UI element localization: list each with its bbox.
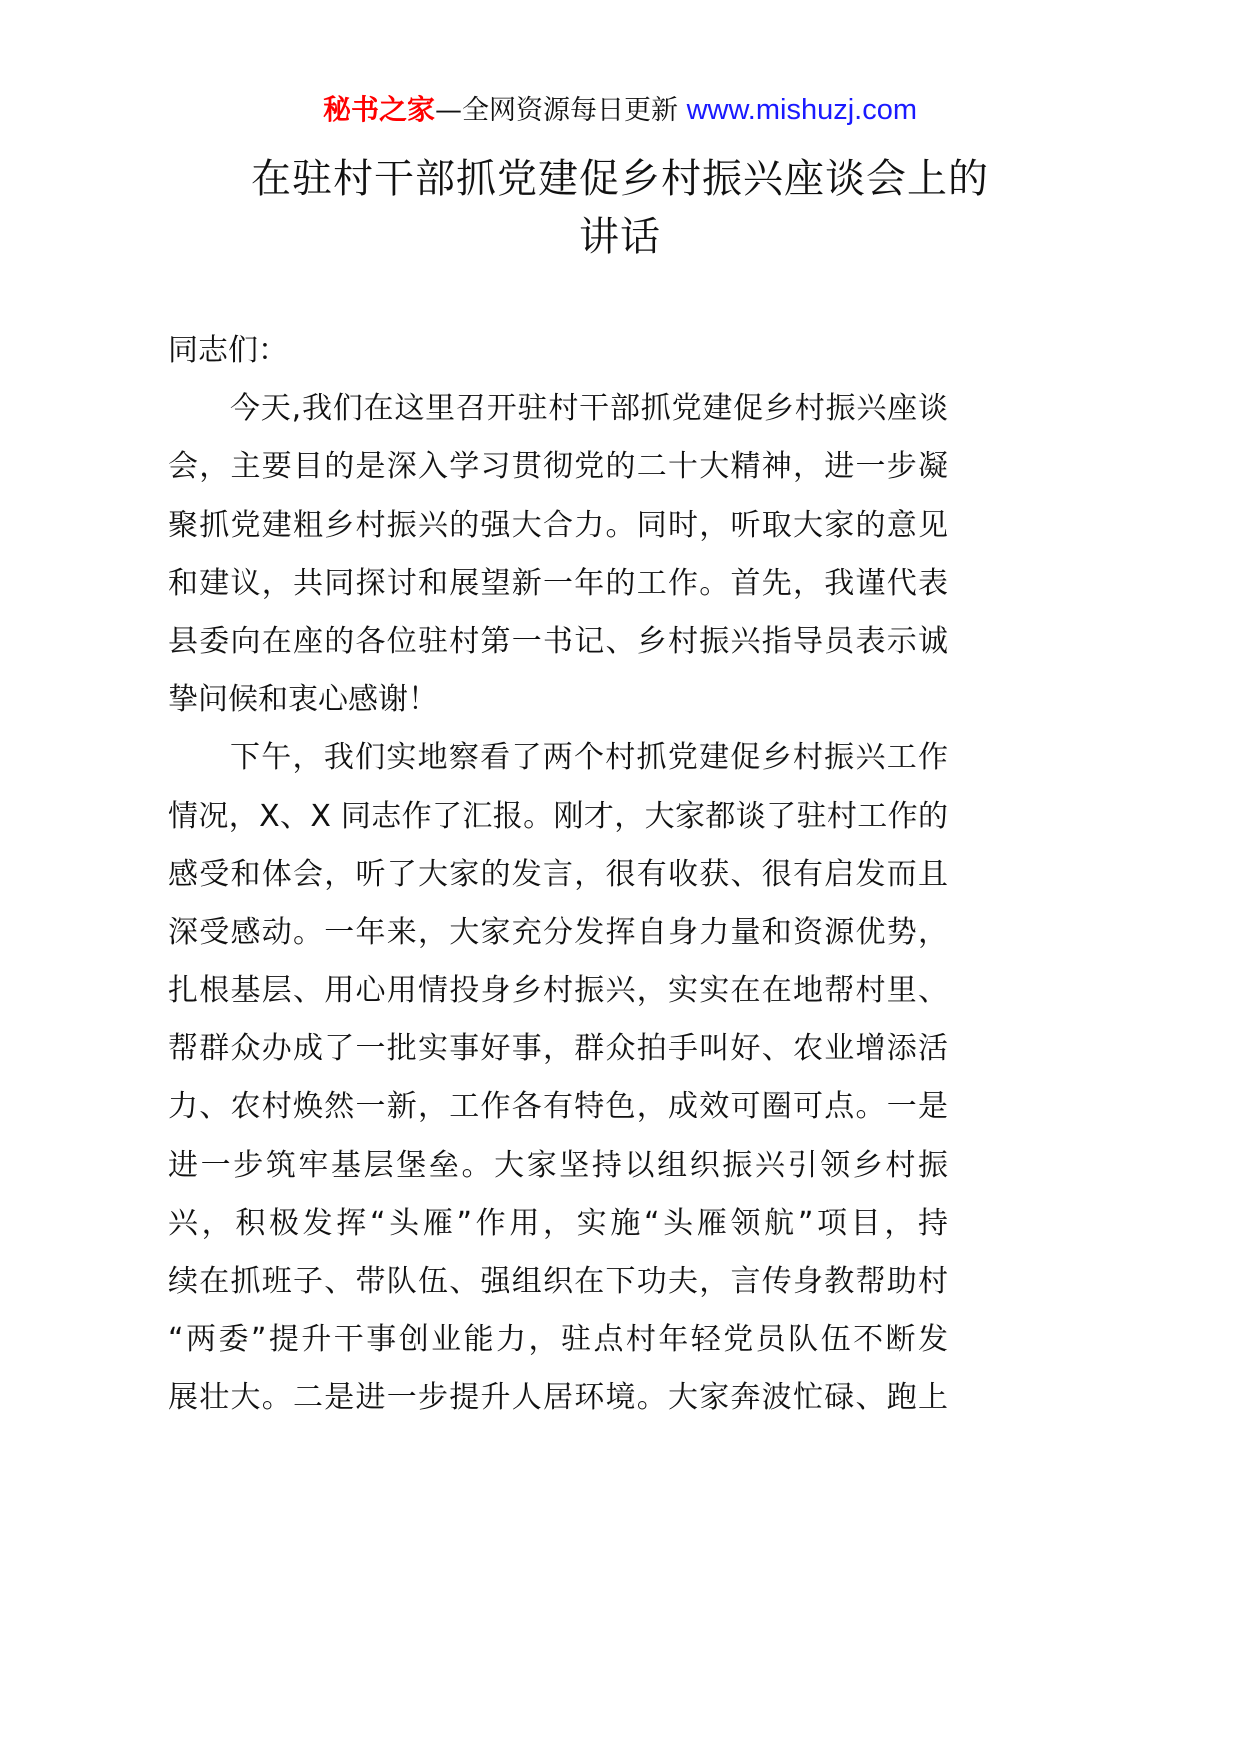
header-tagline: —全网资源每日更新 (434, 95, 678, 126)
paragraph-2 (168, 729, 948, 1427)
paragraph-line: 挚问候和衷心感谢！ (168, 682, 438, 718)
title-line: 讲话 (579, 214, 661, 260)
paragraph-line: 情况，X、X 同志作了汇报。刚才，大家都谈了驻村工作的 (168, 798, 948, 834)
paragraph-line: 续在抓班子、带队伍、强组织在下功夫，言传身教帮助村 (168, 1264, 948, 1299)
paragraph-line: 和建议，共同探讨和展望新一年的工作。首先，我谨代表 (168, 565, 948, 601)
paragraph-line: 会，主要目的是深入学习贯彻党的二十大精神，进一步凝 (168, 449, 948, 485)
paragraph-line: 今天,我们在这里召开驻村干部抓党建促乡村振兴座谈 (230, 391, 948, 427)
paragraph-line: 下午，我们实地察看了两个村抓党建促乡村振兴工作 (230, 740, 948, 776)
paragraph-line: 兴，积极发挥“头雁”作用，实施“头雁领航”项目，持 (168, 1205, 948, 1241)
paragraph-line: “两委”提升干事创业能力，驻点村年轻党员队伍不断发 (168, 1322, 948, 1358)
paragraph-line: 深受感动。一年来，大家充分发挥自身力量和资源优势， (168, 914, 948, 950)
paragraph-1 (168, 380, 948, 729)
site-header (0, 88, 1240, 133)
paragraph-line: 县委向在座的各位驻村第一书记、乡村振兴指导员表示诚 (168, 623, 948, 659)
title-line: 在驻村干部抓党建促乡村振兴座谈会上的 (251, 156, 989, 202)
brand-name: 秘书之家 (322, 93, 435, 126)
paragraph-line: 感受和体会，听了大家的发言，很有收获、很有启发而且 (168, 856, 948, 892)
site-url-link[interactable]: www.mishuzj.com (686, 94, 918, 126)
salutation: 同志们： (168, 333, 288, 368)
paragraph-line: 进一步筑牢基层堡垒。大家坚持以组织振兴引领乡村振 (168, 1147, 948, 1183)
paragraph-line: 扎根基层、用心用情投身乡村振兴，实实在在地帮村里、 (168, 973, 948, 1009)
paragraph-line: 帮群众办成了一批实事好事，群众拍手叫好、农业增添活 (168, 1031, 948, 1067)
paragraph-line: 展壮大。二是进一步提升人居环境。大家奔波忙碌、跑上 (168, 1380, 948, 1416)
paragraph-line: 力、农村焕然一新，工作各有特色，成效可圈可点。一是 (168, 1089, 948, 1125)
document-title (0, 150, 1240, 266)
document-body (168, 322, 948, 1428)
paragraph-line: 聚抓党建粗乡村振兴的强大合力。同时，听取大家的意见 (168, 507, 948, 543)
